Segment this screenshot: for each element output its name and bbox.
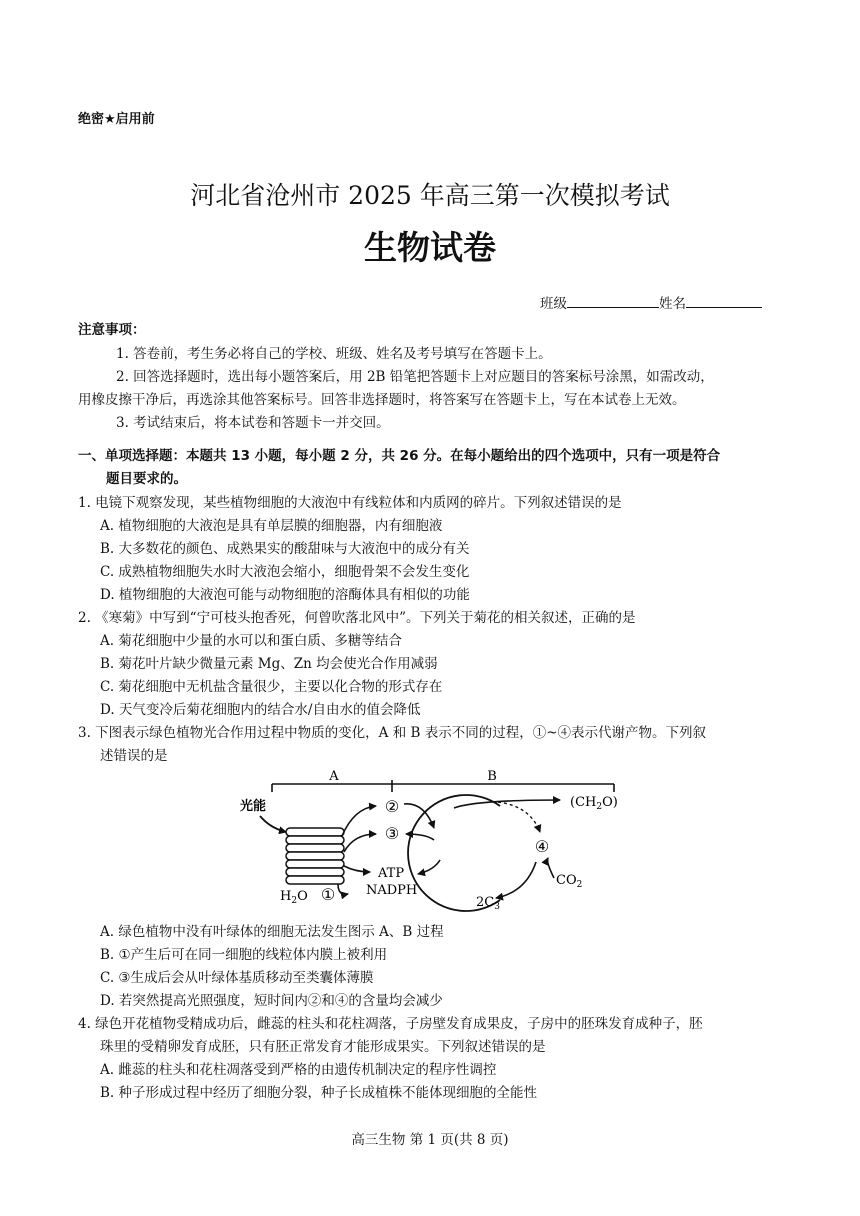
- notice-item: 2. 回答选择题时，选出每小题答案后，用 2B 铅笔把答题卡上对应题目的答案标号涂黑，如需改动，: [116, 369, 714, 385]
- nadph-label: NADPH: [366, 883, 418, 898]
- name-blank: [686, 293, 762, 308]
- question-2-option-d: D. 天气变冷后菊花细胞内的结合水/自由水的值会降低: [100, 702, 421, 718]
- carbohydrate-label: $(CH_2O)$: [570, 795, 618, 812]
- question-3-stem-cont: 述错误的是: [100, 748, 168, 764]
- question-2-option-c: C. 菊花细胞中无机盐含量很少，主要以化合物的形式存在: [100, 679, 443, 695]
- notice-item: 1. 答卷前，考生务必将自己的学校、班级、姓名及考号填写在答题卡上。: [116, 346, 552, 362]
- question-3-option-c: C. ③生成后会从叶绿体基质移动至类囊体薄膜: [100, 970, 374, 986]
- arc-to-3: [344, 834, 376, 852]
- question-4-option-a: A. 雌蕊的柱头和花柱凋落受到严格的由遗传机制决定的程序性调控: [100, 1062, 497, 1078]
- exam-title: 河北省沧州市 2025 年高三第一次模拟考试: [190, 181, 670, 210]
- cycle-dashed-arrow: [498, 802, 540, 832]
- water-label: $H_2O$: [280, 889, 308, 906]
- question-2-stem: 2. 《寒菊》中写到“宁可枝头抱香死，何曾吹落北风中”。下列关于菊花的相关叙述，正确的是: [78, 610, 636, 626]
- process-bracket-b: [392, 784, 614, 792]
- question-1-option-a: A. 植物细胞的大液泡是具有单层膜的细胞器，内有细胞液: [100, 518, 443, 534]
- question-3-option-a: A. 绿色植物中没有叶绿体的细胞无法发生图示 A、B 过程: [100, 924, 444, 940]
- c3-arrow: [496, 862, 536, 898]
- section-heading-cont: 题目要求的。: [106, 471, 187, 487]
- question-1-option-b: B. 大多数花的颜色、成熟果实的酸甜味与大液泡中的成分有关: [100, 541, 470, 557]
- question-4-option-b: B. 种子形成过程中经历了细胞分裂，种子长成植株不能体现细胞的全能性: [100, 1085, 538, 1101]
- subject-title: 生物试卷: [364, 228, 496, 267]
- question-1-option-c: C. 成熟植物细胞失水时大液泡会缩小，细胞骨架不会发生变化: [100, 564, 470, 580]
- section-heading: 一、单项选择题：本题共 13 小题，每小题 2 分，共 26 分。在每小题给出的四个选项中，只有一项是符合: [78, 448, 721, 464]
- atp-label: ATP: [378, 866, 405, 881]
- photosynthesis-diagram: [230, 766, 630, 916]
- class-name-line: [540, 292, 762, 312]
- light-energy-label: 光能: [240, 799, 267, 814]
- question-4-stem-cont: 珠里的受精卵发育成胚，只有胚正常发育才能形成果实。下列叙述错误的是: [100, 1039, 546, 1055]
- question-2-option-a: A. 菊花细胞中少量的水可以和蛋白质、多糖等结合: [100, 633, 402, 649]
- question-1-stem: 1. 电镜下观察发现，某些植物细胞的大液泡中有线粒体和内质网的碎片。下列叙述错误的是: [78, 495, 622, 511]
- notice-heading: 注意事项：: [78, 322, 146, 338]
- name-label: 姓名: [659, 296, 686, 312]
- question-3-option-d: D. 若突然提高光照强度，短时间内②和④的含量均会减少: [100, 993, 443, 1009]
- calvin-cycle: [408, 795, 500, 911]
- co2-label: $CO_2$: [556, 873, 583, 890]
- question-4-stem: 4. 绿色开花植物受精成功后，雌蕊的柱头和花柱凋落，子房壁发育成果皮，子房中的胚珠发育成种子，胚: [78, 1016, 703, 1032]
- confidential-mark: 绝密★启用前: [78, 112, 155, 127]
- page-footer: 高三生物 第 1 页(共 8 页): [351, 1132, 509, 1148]
- light-arrow: [260, 816, 286, 832]
- product-2: ②: [384, 797, 400, 816]
- notice-item: 3. 考试结束后，将本试卷和答题卡一并交回。: [116, 415, 390, 431]
- arc-to-atp: [344, 866, 370, 872]
- water-split-arrow: [338, 884, 348, 894]
- question-1-option-d: D. 植物细胞的大液泡可能与动物细胞的溶酶体具有相似的功能: [100, 587, 470, 603]
- notice-item: 用橡皮擦干净后，再选涂其他答案标号。回答非选择题时，将答案写在答题卡上，写在本试卷上无效。: [78, 392, 686, 408]
- arc-to-2: [342, 806, 376, 836]
- thylakoid-stack: [286, 828, 344, 884]
- question-3-option-b: B. ①产生后可在同一细胞的线粒体内膜上被利用: [100, 947, 388, 963]
- arrow-to-atp: [418, 860, 440, 874]
- class-label: 班级: [540, 296, 567, 312]
- question-2-option-b: B. 菊花叶片缺少微量元素 Mg、Zn 均会使光合作用减弱: [100, 656, 438, 672]
- label-b: B: [487, 769, 497, 784]
- question-3-stem: 3. 下图表示绿色植物光合作用过程中物质的变化，A 和 B 表示不同的过程，①~④表示代谢产物。下列叙: [78, 725, 707, 741]
- co2-arrow: [548, 858, 554, 878]
- product-3: ③: [384, 824, 400, 843]
- c3-label: $2C_3$: [476, 895, 500, 912]
- class-blank: [567, 293, 659, 308]
- label-a: A: [329, 769, 339, 784]
- product-4: ④: [534, 837, 550, 856]
- product-1: ①: [320, 885, 336, 904]
